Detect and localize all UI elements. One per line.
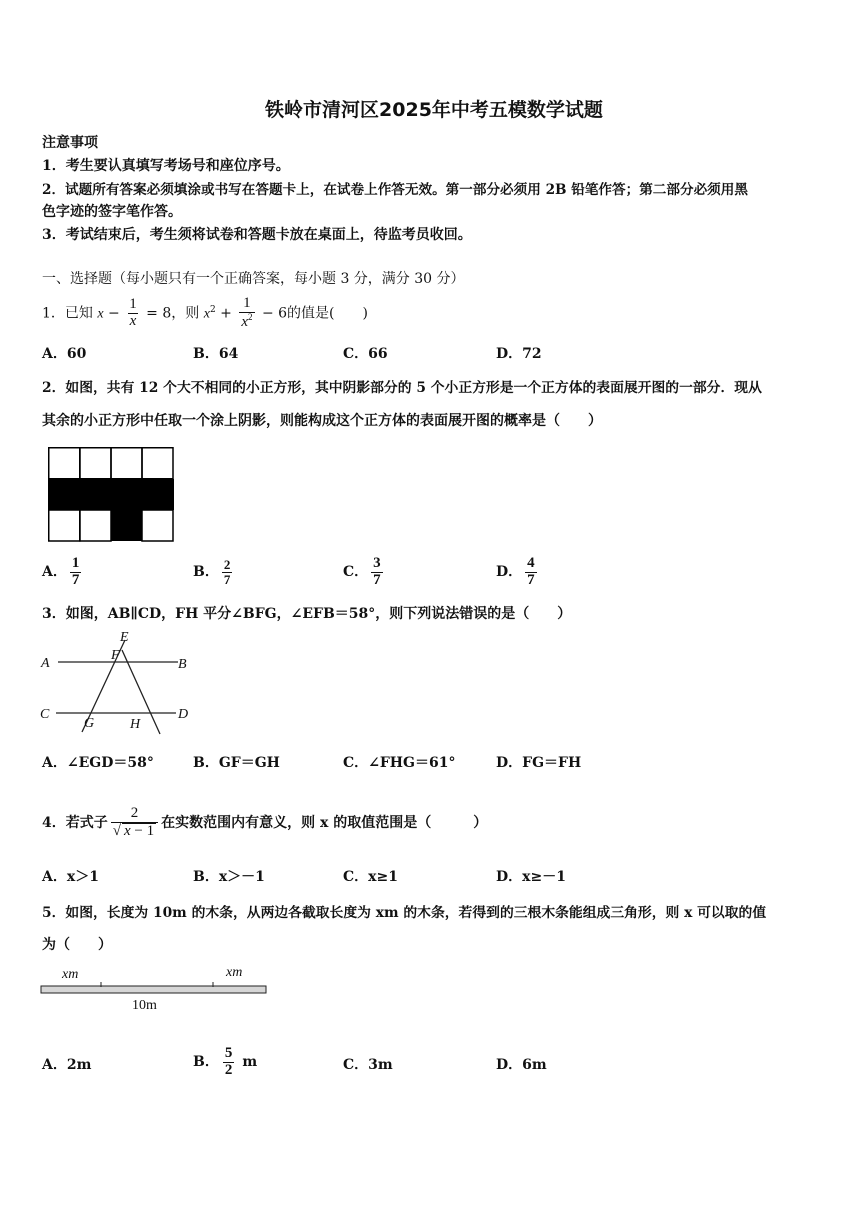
q1-prefix: 1．已知 (42, 305, 93, 322)
notice-item: 2．试题所有答案必须填涂或书写在答题卡上，在试卷上作答无效。第一部分必须用 2B 铅笔作答；第二部分必须用黑 (42, 182, 748, 198)
q1-option-b[interactable]: B．64 (193, 346, 239, 362)
q1-mid: ，则 (171, 305, 200, 322)
page-title: 铁岭市清河区2025年中考五模数学试题 (265, 99, 603, 121)
label-10m: 10m (132, 998, 157, 1013)
q5-option-b[interactable]: B． $\frac{5}{2}$ m (193, 1044, 258, 1078)
notice-item: 色字迹的签字笔作答。 (42, 204, 182, 220)
q3-option-a[interactable]: A．∠EGD＝58° (42, 755, 154, 771)
q2-grid-figure (48, 447, 176, 543)
q5-stick-figure (38, 962, 270, 1014)
q2-text-line2: 其余的小正方形中任取一个涂上阴影，则能构成这个正方体的表面展开图的概率是（ ） (42, 413, 602, 429)
q2-shaded-row (48, 479, 174, 510)
notice-heading: 注意事项 (42, 135, 98, 151)
q5-option-c[interactable]: C．3m (343, 1057, 393, 1073)
q1-suffix: 的值是( ) (287, 305, 368, 322)
label-e: E (120, 630, 129, 645)
question-1: 1．已知 x − $\frac{1}{x}$ = 8，则 $x^2$ + $\frac{1}{x^2}$ − 6的值是( ) (42, 295, 368, 331)
q2-text-line1: 2．如图，共有 12 个大不相同的小正方形，其中阴影部分的 5 个小正方形是一个正方体的表面展开图的一部分．现从 (42, 380, 762, 396)
label-b: B (178, 657, 187, 672)
label-xm-right: xm (226, 965, 243, 980)
q1-option-c[interactable]: C．66 (343, 346, 388, 362)
notice-item: 1．考生要认真填写考场号和座位序号。 (42, 158, 290, 174)
section-heading: 一、选择题（每小题只有一个正确答案，每小题 3 分，满分 30 分） (42, 271, 465, 287)
q5-option-a[interactable]: A．2m (42, 1057, 92, 1073)
label-c: C (40, 707, 50, 722)
q3-option-b[interactable]: B．GF＝GH (193, 755, 280, 771)
q1-option-a[interactable]: A．60 (42, 346, 87, 362)
label-g: G (84, 716, 95, 731)
q1-fraction-2: $\frac{1}{x^2}$ (241, 295, 253, 331)
q2-option-b[interactable]: B． $\frac{2}{7}$ (193, 556, 231, 587)
label-xm-left: xm (62, 967, 79, 982)
label-f: F (111, 648, 120, 663)
q1-fraction: $\frac{1}{x}$ (129, 296, 137, 330)
q3-option-c[interactable]: C．∠FHG＝61° (343, 755, 456, 771)
label-a: A (41, 656, 50, 671)
q3-text: 3．如图，AB∥CD，FH 平分∠BFG，∠EFB＝58°，则下列说法错误的是（ ） (42, 606, 572, 622)
q5-option-d[interactable]: D．6m (496, 1057, 547, 1073)
q4-fraction: $\frac{2}{√ x - 1}$ (111, 806, 158, 840)
q2-option-a[interactable]: A． $\frac{1}{7}$ (42, 554, 80, 588)
notice-item: 3．考试结束后，考生须将试卷和答题卡放在桌面上，待监考员收回。 (42, 227, 472, 243)
q4-option-d[interactable]: D．x≥－1 (496, 869, 566, 885)
q5-text-line1: 5．如图，长度为 10m 的木条，从两边各截取长度为 xm 的木条，若得到的三根木条能组成三角形，则 x 可以取的值 (42, 905, 767, 921)
label-d: D (178, 707, 189, 722)
q4-option-a[interactable]: A．x＞1 (42, 869, 99, 885)
question-4: 4．若式子 $\frac{2}{√ x - 1}$ 在实数范围内有意义，则 x 的取值范围是（ ） (42, 805, 488, 839)
q4-option-c[interactable]: C．x≥1 (343, 869, 398, 885)
q2-option-d[interactable]: D． $\frac{4}{7}$ (496, 554, 535, 588)
label-h: H (130, 717, 141, 732)
q2-shaded-square (111, 510, 142, 541)
q5-text-line2: 为（ ） (42, 937, 112, 953)
q4-option-b[interactable]: B．x＞－1 (193, 869, 265, 885)
q3-parallel-lines-figure (38, 628, 198, 738)
q1-formula-x: x (97, 306, 104, 322)
q1-option-d[interactable]: D．72 (496, 346, 542, 362)
q3-option-d[interactable]: D．FG＝FH (496, 755, 582, 771)
q2-option-c[interactable]: C． $\frac{3}{7}$ (343, 554, 381, 588)
